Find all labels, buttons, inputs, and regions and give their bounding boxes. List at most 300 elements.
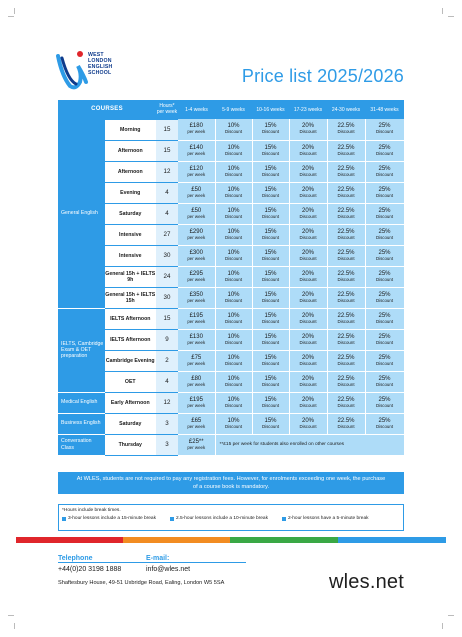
discount-percent: 10% <box>227 165 240 172</box>
discount-cell <box>327 329 365 350</box>
discount-word: Discount <box>337 255 355 261</box>
table-row <box>58 392 404 413</box>
price-value: £140 <box>189 144 203 151</box>
discount-cell <box>327 140 365 161</box>
course-name: Morning <box>104 119 156 140</box>
discount-percent: 20% <box>301 207 314 214</box>
price-value: £300 <box>189 249 203 256</box>
discount-percent: 22.5% <box>337 186 355 193</box>
price-cell <box>178 329 215 350</box>
discount-word: Discount <box>261 423 280 429</box>
discount-word: Discount <box>224 402 243 408</box>
discount-word: Discount <box>337 381 355 387</box>
price-unit: per week <box>187 297 206 303</box>
hours-per-week: 15 <box>156 119 178 140</box>
discount-percent: 15% <box>264 207 277 214</box>
hours-note-box <box>58 504 404 531</box>
category-label: Business English <box>58 413 104 434</box>
crop-mark <box>8 615 14 621</box>
discount-percent: 20% <box>301 291 314 298</box>
discount-cell <box>327 308 365 329</box>
discount-word: Discount <box>337 318 355 324</box>
discount-cell <box>289 350 327 371</box>
header-col: 10-16 weeks <box>252 100 289 119</box>
discount-cell <box>365 392 404 413</box>
discount-percent: 25% <box>378 144 391 151</box>
discount-percent: 22.5% <box>337 396 355 403</box>
price-unit: per week <box>187 234 206 240</box>
price-cell <box>178 161 215 182</box>
discount-percent: 25% <box>378 396 391 403</box>
color-stripe-orange <box>123 537 230 543</box>
discount-word: Discount <box>299 423 317 429</box>
discount-word: Discount <box>337 213 355 219</box>
discount-word: Discount <box>224 213 243 219</box>
discount-percent: 20% <box>301 228 314 235</box>
discount-percent: 15% <box>264 333 277 340</box>
discount-word: Discount <box>224 276 243 282</box>
conversation-note: **£15 per week for students also enrolled on other courses <box>215 434 404 455</box>
discount-cell <box>252 287 289 308</box>
price-value: £65 <box>191 417 202 424</box>
discount-percent: 10% <box>227 228 240 235</box>
discount-word: Discount <box>224 339 243 345</box>
discount-percent: 22.5% <box>337 333 355 340</box>
discount-cell <box>252 371 289 392</box>
discount-cell <box>327 392 365 413</box>
discount-cell <box>327 371 365 392</box>
discount-word: Discount <box>224 171 243 177</box>
discount-word: Discount <box>299 213 317 219</box>
discount-percent: 20% <box>301 123 314 130</box>
table-row <box>58 413 404 434</box>
discount-word: Discount <box>261 192 280 198</box>
table-row <box>58 350 404 371</box>
discount-percent: 10% <box>227 270 240 277</box>
discount-word: Discount <box>299 129 317 135</box>
crop-mark <box>8 16 14 22</box>
price-cell <box>178 182 215 203</box>
discount-word: Discount <box>337 339 355 345</box>
price-value: £290 <box>189 228 203 235</box>
discount-cell <box>252 392 289 413</box>
discount-word: Discount <box>261 297 280 303</box>
discount-percent: 25% <box>378 186 391 193</box>
hours-per-week: 9 <box>156 329 178 350</box>
discount-word: Discount <box>375 255 394 261</box>
discount-cell <box>327 119 365 140</box>
discount-cell <box>289 140 327 161</box>
discount-word: Discount <box>375 318 394 324</box>
discount-cell <box>289 371 327 392</box>
discount-word: Discount <box>261 318 280 324</box>
discount-cell <box>252 350 289 371</box>
price-value: £50 <box>191 186 202 193</box>
discount-cell <box>215 203 252 224</box>
discount-percent: 22.5% <box>337 207 355 214</box>
price-cell <box>178 266 215 287</box>
discount-percent: 15% <box>264 270 277 277</box>
hours-per-week: 30 <box>156 245 178 266</box>
price-unit: per week <box>187 150 206 156</box>
table-row <box>58 161 404 182</box>
discount-percent: 22.5% <box>337 312 355 319</box>
price-value: £80 <box>191 375 202 382</box>
discount-cell <box>327 413 365 434</box>
price-value: £25** <box>188 438 204 445</box>
legend-item: 2-hour lessons have a 5-minute break <box>282 516 369 521</box>
discount-percent: 22.5% <box>337 144 355 151</box>
discount-percent: 20% <box>301 417 314 424</box>
discount-percent: 10% <box>227 207 240 214</box>
discount-percent: 20% <box>301 333 314 340</box>
discount-percent: 20% <box>301 354 314 361</box>
discount-word: Discount <box>337 297 355 303</box>
discount-percent: 20% <box>301 249 314 256</box>
price-value: £195 <box>189 312 203 319</box>
table-row <box>58 434 404 455</box>
discount-cell <box>215 224 252 245</box>
price-value: £120 <box>189 165 203 172</box>
discount-cell <box>289 308 327 329</box>
price-value: £75 <box>191 354 202 361</box>
crop-mark <box>14 8 20 14</box>
discount-cell <box>365 140 404 161</box>
hours-per-week: 4 <box>156 371 178 392</box>
discount-word: Discount <box>261 402 280 408</box>
discount-percent: 15% <box>264 186 277 193</box>
hours-per-week: 3 <box>156 434 178 455</box>
table-row <box>58 245 404 266</box>
discount-cell <box>289 182 327 203</box>
discount-percent: 22.5% <box>337 417 355 424</box>
price-value: £50 <box>191 207 202 214</box>
email-label: E-mail: <box>146 555 170 562</box>
legend-item: 3-hour lessons include a 15-minute break <box>62 516 156 521</box>
price-cell <box>178 308 215 329</box>
discount-percent: 22.5% <box>337 270 355 277</box>
price-table-container <box>58 100 404 456</box>
discount-word: Discount <box>299 276 317 282</box>
discount-cell <box>365 413 404 434</box>
hours-per-week: 12 <box>156 392 178 413</box>
price-unit: per week <box>187 360 206 366</box>
legend-square-icon <box>62 517 66 521</box>
discount-cell <box>327 287 365 308</box>
discount-cell <box>365 350 404 371</box>
hours-per-week: 4 <box>156 182 178 203</box>
category-label: IELTS, Cambridge Exam & OET preparation <box>58 308 104 392</box>
price-cell <box>178 119 215 140</box>
course-name: Intensive <box>104 224 156 245</box>
course-name: IELTS Afternoon <box>104 329 156 350</box>
discount-word: Discount <box>224 423 243 429</box>
discount-percent: 20% <box>301 165 314 172</box>
contact-divider <box>58 562 246 563</box>
crop-mark <box>442 623 448 629</box>
discount-percent: 15% <box>264 144 277 151</box>
discount-word: Discount <box>224 297 243 303</box>
price-cell <box>178 371 215 392</box>
discount-percent: 15% <box>264 291 277 298</box>
price-unit: per week <box>187 402 206 408</box>
discount-word: Discount <box>224 192 243 198</box>
hours-note-title: *Hours include break times. <box>62 508 121 513</box>
course-name: General 15h + IELTS 9h <box>104 266 156 287</box>
discount-cell <box>289 392 327 413</box>
discount-word: Discount <box>375 213 394 219</box>
school-address: Shaftesbury House, 49-51 Uxbridge Road, Ealing, London W5 5SA <box>58 580 225 586</box>
email-address[interactable]: info@wles.net <box>146 566 191 573</box>
website-link[interactable]: wles.net <box>329 571 404 593</box>
discount-word: Discount <box>337 402 355 408</box>
discount-cell <box>215 119 252 140</box>
discount-cell <box>252 245 289 266</box>
discount-word: Discount <box>261 150 280 156</box>
table-header-row <box>58 100 404 119</box>
discount-cell <box>215 350 252 371</box>
discount-word: Discount <box>261 129 280 135</box>
discount-cell <box>252 182 289 203</box>
header-col: 31-48 weeks <box>365 100 404 119</box>
discount-cell <box>215 308 252 329</box>
discount-cell <box>252 329 289 350</box>
course-name: Afternoon <box>104 140 156 161</box>
discount-cell <box>365 371 404 392</box>
discount-word: Discount <box>261 381 280 387</box>
phone-number[interactable]: +44(0)20 3198 1888 <box>58 566 122 573</box>
discount-percent: 22.5% <box>337 375 355 382</box>
price-cell <box>178 392 215 413</box>
discount-cell <box>365 203 404 224</box>
discount-percent: 25% <box>378 333 391 340</box>
discount-percent: 10% <box>227 375 240 382</box>
discount-cell <box>289 413 327 434</box>
price-value: £350 <box>189 291 203 298</box>
discount-cell <box>215 287 252 308</box>
color-stripe-blue <box>338 537 446 543</box>
discount-percent: 22.5% <box>337 249 355 256</box>
course-name: Saturday <box>104 203 156 224</box>
discount-percent: 25% <box>378 291 391 298</box>
discount-cell <box>365 224 404 245</box>
hours-per-week: 27 <box>156 224 178 245</box>
discount-cell <box>215 392 252 413</box>
course-name: General 15h + IELTS 15h <box>104 287 156 308</box>
discount-cell <box>215 245 252 266</box>
discount-word: Discount <box>337 423 355 429</box>
discount-word: Discount <box>337 276 355 282</box>
discount-percent: 20% <box>301 144 314 151</box>
table-row <box>58 203 404 224</box>
discount-word: Discount <box>224 360 243 366</box>
course-name: OET <box>104 371 156 392</box>
crop-mark <box>14 623 20 629</box>
discount-percent: 15% <box>264 312 277 319</box>
course-name: Evening <box>104 182 156 203</box>
discount-percent: 10% <box>227 123 240 130</box>
legend-square-icon <box>282 517 286 521</box>
discount-word: Discount <box>299 402 317 408</box>
discount-cell <box>289 287 327 308</box>
discount-word: Discount <box>375 381 394 387</box>
discount-percent: 10% <box>227 291 240 298</box>
course-name: Cambridge Evening <box>104 350 156 371</box>
table-row <box>58 371 404 392</box>
discount-cell <box>327 266 365 287</box>
discount-word: Discount <box>337 192 355 198</box>
discount-cell <box>252 119 289 140</box>
price-cell <box>178 245 215 266</box>
discount-word: Discount <box>261 213 280 219</box>
price-value: £295 <box>189 270 203 277</box>
discount-percent: 22.5% <box>337 354 355 361</box>
hours-per-week: 15 <box>156 140 178 161</box>
header-hours: Hours* per week <box>156 100 178 119</box>
discount-word: Discount <box>261 339 280 345</box>
discount-percent: 10% <box>227 333 240 340</box>
discount-word: Discount <box>299 255 317 261</box>
hours-per-week: 3 <box>156 413 178 434</box>
discount-cell <box>215 413 252 434</box>
price-unit: per week <box>187 444 206 450</box>
discount-percent: 25% <box>378 417 391 424</box>
discount-word: Discount <box>299 381 317 387</box>
discount-cell <box>289 119 327 140</box>
price-value: £130 <box>189 333 203 340</box>
header-col: 17-23 weeks <box>289 100 327 119</box>
discount-cell <box>215 140 252 161</box>
discount-percent: 25% <box>378 270 391 277</box>
discount-word: Discount <box>261 255 280 261</box>
price-value: £195 <box>189 396 203 403</box>
header-courses: COURSES <box>58 100 156 119</box>
discount-word: Discount <box>337 360 355 366</box>
discount-word: Discount <box>299 297 317 303</box>
discount-percent: 22.5% <box>337 123 355 130</box>
discount-word: Discount <box>375 339 394 345</box>
course-name: Afternoon <box>104 161 156 182</box>
course-name: Thursday <box>104 434 156 455</box>
discount-percent: 20% <box>301 396 314 403</box>
price-unit: per week <box>187 381 206 387</box>
discount-word: Discount <box>299 360 317 366</box>
discount-word: Discount <box>224 129 243 135</box>
discount-cell <box>215 371 252 392</box>
discount-percent: 10% <box>227 144 240 151</box>
price-cell <box>178 224 215 245</box>
discount-percent: 22.5% <box>337 291 355 298</box>
logo-wordmark: WEST LONDON ENGLISH SCHOOL <box>88 52 113 76</box>
discount-cell <box>365 266 404 287</box>
header-col: 5-9 weeks <box>215 100 252 119</box>
crop-mark <box>448 615 454 621</box>
discount-cell <box>252 308 289 329</box>
price-unit: per week <box>187 129 206 135</box>
discount-percent: 15% <box>264 417 277 424</box>
discount-word: Discount <box>337 171 355 177</box>
discount-percent: 25% <box>378 207 391 214</box>
discount-cell <box>327 245 365 266</box>
hours-per-week: 30 <box>156 287 178 308</box>
price-unit: per week <box>187 171 206 177</box>
hours-per-week: 2 <box>156 350 178 371</box>
discount-percent: 10% <box>227 354 240 361</box>
discount-percent: 25% <box>378 228 391 235</box>
discount-percent: 20% <box>301 375 314 382</box>
discount-cell <box>215 266 252 287</box>
discount-word: Discount <box>261 171 280 177</box>
discount-word: Discount <box>375 192 394 198</box>
price-cell <box>178 287 215 308</box>
course-name: Saturday <box>104 413 156 434</box>
discount-word: Discount <box>299 192 317 198</box>
discount-word: Discount <box>375 423 394 429</box>
discount-word: Discount <box>375 402 394 408</box>
discount-percent: 15% <box>264 249 277 256</box>
hours-per-week: 12 <box>156 161 178 182</box>
discount-cell <box>365 308 404 329</box>
table-row <box>58 266 404 287</box>
discount-cell <box>289 203 327 224</box>
discount-cell <box>365 329 404 350</box>
discount-cell <box>252 266 289 287</box>
discount-cell <box>327 161 365 182</box>
discount-cell <box>215 329 252 350</box>
discount-cell <box>215 161 252 182</box>
discount-word: Discount <box>375 150 394 156</box>
discount-percent: 15% <box>264 228 277 235</box>
discount-word: Discount <box>375 276 394 282</box>
table-row <box>58 308 404 329</box>
discount-cell <box>365 161 404 182</box>
discount-percent: 25% <box>378 165 391 172</box>
table-row <box>58 329 404 350</box>
discount-percent: 15% <box>264 375 277 382</box>
hours-per-week: 15 <box>156 308 178 329</box>
discount-percent: 15% <box>264 165 277 172</box>
discount-cell <box>327 203 365 224</box>
discount-percent: 10% <box>227 312 240 319</box>
discount-percent: 20% <box>301 270 314 277</box>
crop-mark <box>442 8 448 14</box>
discount-cell <box>289 161 327 182</box>
discount-word: Discount <box>224 234 243 240</box>
discount-percent: 10% <box>227 417 240 424</box>
discount-word: Discount <box>299 234 317 240</box>
discount-cell <box>252 224 289 245</box>
price-cell <box>178 350 215 371</box>
discount-percent: 15% <box>264 123 277 130</box>
discount-word: Discount <box>299 318 317 324</box>
discount-cell <box>365 287 404 308</box>
discount-cell <box>327 350 365 371</box>
break-legend <box>62 516 400 521</box>
legend-item: 2.5-hour lessons include a 10-minute break <box>170 516 268 521</box>
discount-percent: 10% <box>227 186 240 193</box>
discount-word: Discount <box>337 129 355 135</box>
color-stripe-green <box>230 537 338 543</box>
discount-word: Discount <box>224 381 243 387</box>
price-unit: per week <box>187 192 206 198</box>
discount-cell <box>327 224 365 245</box>
hours-per-week: 4 <box>156 203 178 224</box>
discount-word: Discount <box>299 150 317 156</box>
discount-word: Discount <box>261 234 280 240</box>
table-row <box>58 140 404 161</box>
discount-cell <box>289 245 327 266</box>
discount-percent: 22.5% <box>337 228 355 235</box>
